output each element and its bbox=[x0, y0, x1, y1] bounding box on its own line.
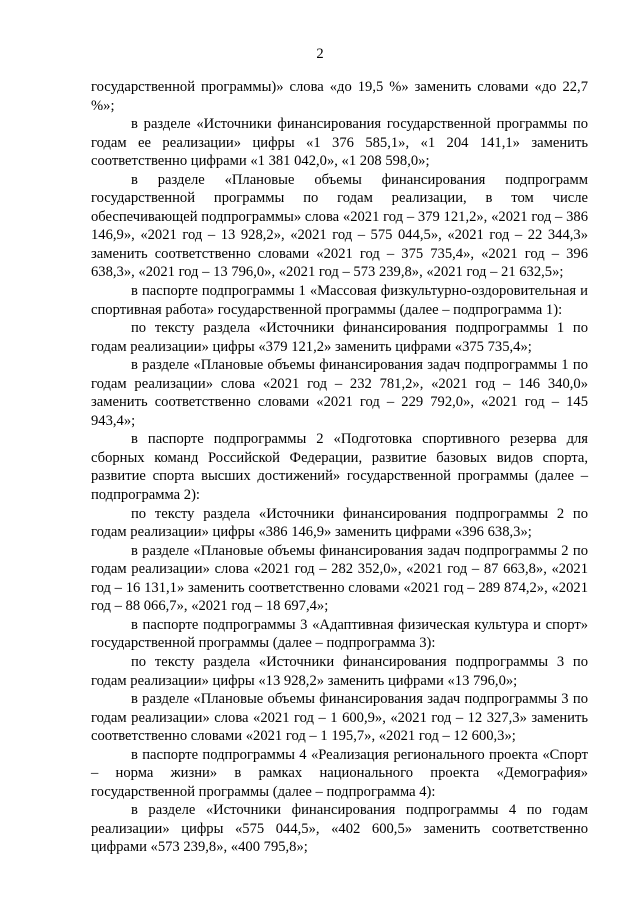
document-body bbox=[91, 78, 588, 857]
paragraph: в паспорте подпрограммы 3 «Адаптивная физическая культура и спорт» государственной программы (далее – подпрограмма 3): bbox=[91, 616, 588, 652]
paragraph: в разделе «Плановые объемы финансирования подпрограмм государственной программы по годам реализации, в том числе обеспечивающей подпрограммы» слова «2021 год – 379 121,2», «2021 год – 386 146,9», «2021 год – 13 928,2», «2021 год – 575 044,5», «2021 год – 22 344,3» заменить соответственно словами «2021 год – 375 735,4», «2021 год – 396 638,3», «2021 год – 13 796,0», «2021 год – 573 239,8», «2021 год – 21 632,5»; bbox=[91, 171, 588, 281]
paragraph-continuation: государственной программы)» слова «до 19,5 %» заменить словами «до 22,7 %»; bbox=[91, 79, 588, 114]
paragraph: в разделе «Источники финансирования подпрограммы 4 по годам реализации» цифры «575 044,5», «402 600,5» заменить соответственно цифрами «573 239,8», «400 795,8»; bbox=[91, 802, 588, 856]
paragraph: по тексту раздела «Источники финансирования подпрограммы 1 по годам реализации» цифры «379 121,2» заменить цифрами «375 735,4»; bbox=[91, 320, 588, 355]
paragraph: в разделе «Плановые объемы финансирования задач подпрограммы 3 по годам реализации» слова «2021 год – 1 600,9», «2021 год – 12 327,3» заменить соответственно словами «2021 год – 1 195,7», «2021 год – 12 600,3»; bbox=[91, 691, 588, 745]
paragraph: в паспорте подпрограммы 1 «Массовая физкультурно-оздоровительная и спортивная работа» государственной программы (далее – подпрограмма 1): bbox=[91, 283, 588, 318]
paragraph: в разделе «Плановые объемы финансирования задач подпрограммы 1 по годам реализации» слова «2021 год – 232 781,2», «2021 год – 146 340,0» заменить соответственно словами «2021 год – 229 792,0», «2021 год – 145 943,4»; bbox=[91, 357, 588, 429]
paragraph: по тексту раздела «Источники финансирования подпрограммы 3 по годам реализации» цифры «13 928,2» заменить цифрами «13 796,0»; bbox=[91, 653, 588, 689]
paragraph: в паспорте подпрограммы 2 «Подготовка спортивного резерва для сборных команд Российской Федерации, развитие базовых видов спорта, развитие спорта высших достижений» государственной программы (далее – подпрограмма 2): bbox=[91, 431, 588, 504]
paragraph: в разделе «Источники финансирования государственной программы по годам ее реализации» цифры «1 376 585,1», «1 204 141,1» заменить соответственно цифрами «1 381 042,0», «1 208 598,0»; bbox=[91, 116, 588, 170]
paragraph: по тексту раздела «Источники финансирования подпрограммы 2 по годам реализации» цифры «386 146,9» заменить цифрами «396 638,3»; bbox=[91, 505, 588, 541]
page-number: 2 bbox=[316, 46, 324, 62]
paragraph: в разделе «Плановые объемы финансирования задач подпрограммы 2 по годам реализации» слова «2021 год – 282 352,0», «2021 год – 87 663,8», «2021 год – 16 131,1» заменить соответственно словами «2021 год – 289 874,2», «2021 год – 88 066,7», «2021 год – 18 697,4»; bbox=[91, 542, 588, 615]
paragraph: в паспорте подпрограммы 4 «Реализация регионального проекта «Спорт – норма жизни» в рамках национального проекта «Демография» государственной программы (далее – подпрограмма 4): bbox=[91, 746, 588, 800]
